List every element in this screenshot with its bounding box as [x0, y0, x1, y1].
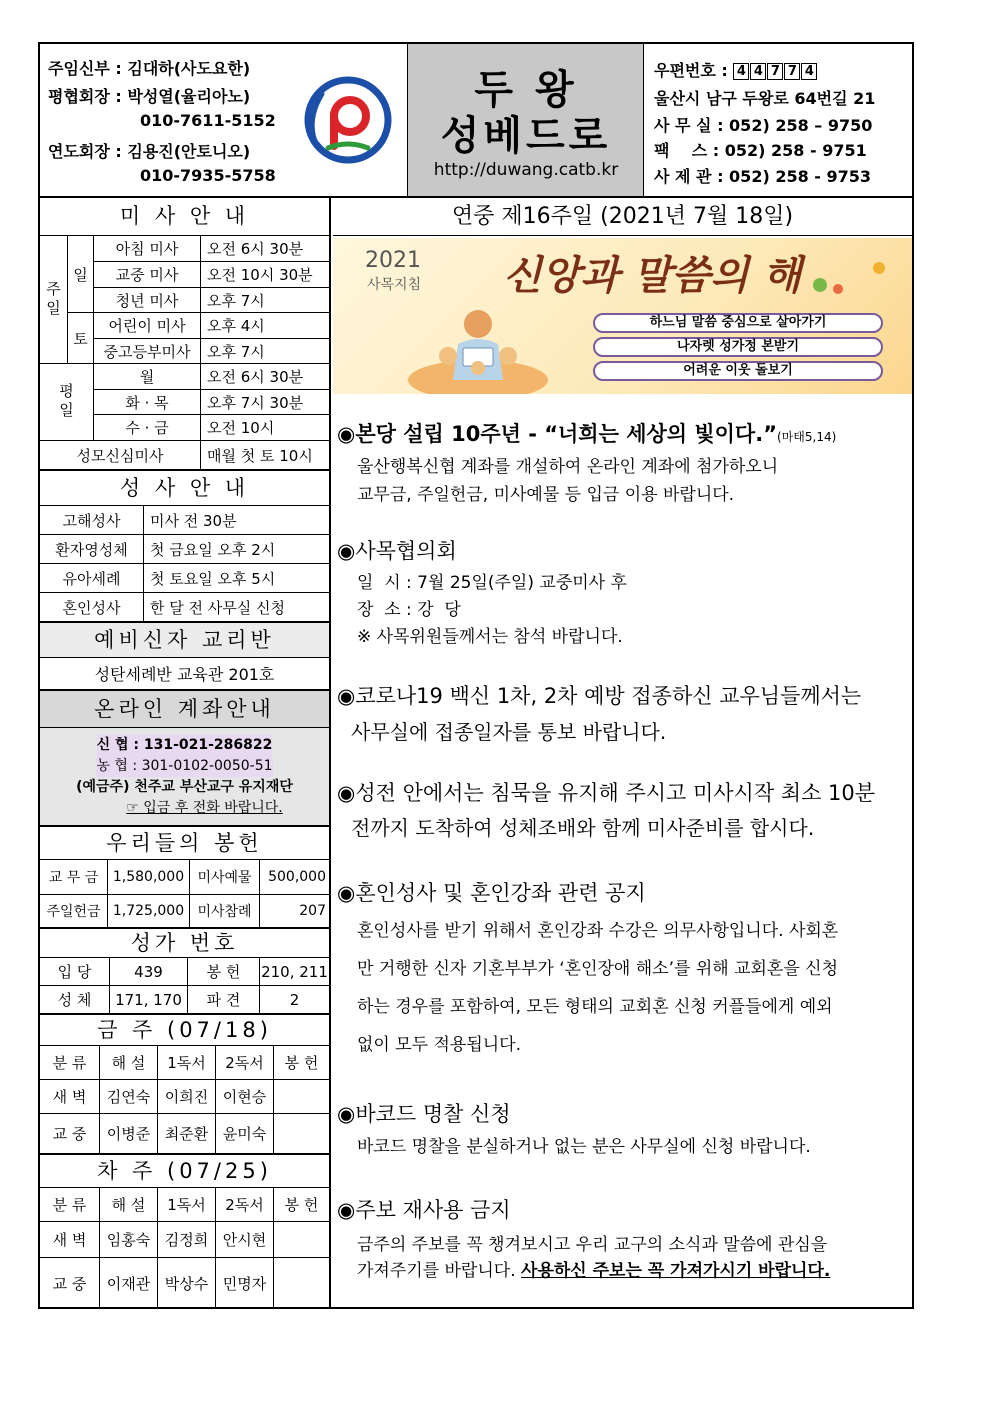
announcement-marriage-text: 혼인성사를 받기 위해서 혼인강좌 수강은 의무사항입니다. 사회혼 — [357, 921, 839, 941]
mass-time: 오후 4시 — [201, 313, 329, 339]
hymn-label: 봉 헌 — [188, 958, 260, 986]
banner-year: 2021 — [365, 248, 421, 273]
saturday-label: 토 — [68, 313, 94, 364]
sunday-group-label: 주일 — [40, 236, 68, 364]
duty-cell — [274, 1114, 329, 1154]
address-line: 울산시 남구 두왕로 64번길 21 — [654, 89, 876, 108]
announcement-council-title: ◉사목협의회 — [337, 539, 457, 563]
mass-name: 어린이 미사 — [94, 313, 201, 339]
sacrament-value: 미사 전 30분 — [144, 506, 329, 535]
mass-time: 오전 6시 30분 — [201, 364, 329, 390]
duty-header: 해 설 — [100, 1188, 158, 1222]
hymn-value: 2 — [260, 986, 329, 1014]
parish-title-line1: 두 왕 — [474, 67, 578, 113]
announcement-marriage-title: ◉혼인성사 및 혼인강좌 관련 공지 — [337, 881, 646, 905]
sunday-label: 일 — [68, 236, 94, 313]
duty-cell: 임홍숙 — [100, 1222, 158, 1258]
special-mass-time: 매월 첫 토 10시 — [201, 441, 329, 470]
announcement-marriage-text: 없이 모두 적용됩니다. — [357, 1035, 522, 1055]
sacrament-value: 한 달 전 사무실 신청 — [144, 593, 329, 622]
zip-digit: 4 — [750, 63, 766, 80]
duty-header: 분 류 — [40, 1046, 100, 1080]
hymn-title: 성가 번호 — [40, 928, 329, 958]
council-president-phone: 010-7611-5152 — [140, 111, 276, 130]
zip-digit: 7 — [767, 63, 783, 80]
prayer-president-phone: 010-7935-5758 — [140, 166, 276, 185]
sacrament-name: 혼인성사 — [40, 593, 144, 622]
announcement-barcode-title: ◉바코드 명찰 신청 — [337, 1102, 511, 1126]
sacrament-name: 유아세례 — [40, 564, 144, 593]
sacrament-title: 성 사 안 내 — [40, 470, 329, 506]
announcement-anniversary-title: ◉본당 설립 10주년 - “너희는 세상의 빛이다.”(마태5,14) — [337, 422, 837, 446]
sacrament-name: 환자영성체 — [40, 535, 144, 564]
duty-cell — [274, 1222, 329, 1258]
duty-cell: 교 중 — [40, 1258, 100, 1309]
holy-family-illustration-icon — [403, 300, 553, 394]
mass-name: 교중 미사 — [94, 262, 201, 288]
announcement-anniversary-text: 교무금, 주일헌금, 미사예물 등 입금 이용 바랍니다. — [357, 485, 735, 505]
duty-header: 봉 헌 — [274, 1046, 329, 1080]
announcement-council-place: 장 소 : 강 당 — [357, 600, 461, 620]
fax-number: 팩 스 : 052) 258 - 9751 — [654, 141, 867, 160]
parish-url-link[interactable]: http://duwang.catb.kr — [433, 160, 619, 180]
office-phone: 사 무 실 : 052) 258 – 9750 — [654, 116, 873, 135]
sacrament-name: 고해성사 — [40, 506, 144, 535]
duty-header: 해 설 — [100, 1046, 158, 1080]
mass-name: 화 · 목 — [94, 390, 201, 415]
duty-cell: 박상수 — [158, 1258, 216, 1309]
pastoral-guideline-banner — [333, 238, 912, 394]
zip-line — [654, 58, 818, 81]
duty-header: 봉 헌 — [274, 1188, 329, 1222]
catechumen-title: 예비신자 교리반 — [40, 622, 329, 658]
duty-header: 1독서 — [158, 1188, 216, 1222]
banner-slogan: 신앙과 말씀의 해 — [503, 252, 802, 299]
hymn-label: 파 견 — [188, 986, 260, 1014]
duty-cell: 새 벽 — [40, 1222, 100, 1258]
zip-digit: 4 — [801, 63, 817, 80]
duty-cell: 이희진 — [158, 1080, 216, 1114]
announcement-marriage-text: 만 거행한 신자 기혼부부가 ‘혼인장애 해소’를 위해 교회혼을 신청 — [357, 959, 839, 979]
offering-label: 미사참례 — [190, 895, 260, 928]
bulletin-header — [40, 44, 912, 198]
hymn-value: 439 — [110, 958, 188, 986]
offering-value: 1,580,000 — [108, 860, 190, 895]
nonghyup-account: 농 협 : 301-0102-0050-51 — [96, 756, 272, 777]
banner-item: 하느님 말씀 중심으로 살아가기 — [593, 313, 883, 333]
duty-cell: 안시현 — [216, 1222, 274, 1258]
offering-label: 교 무 금 — [40, 860, 108, 895]
duty-cell: 김정희 — [158, 1222, 216, 1258]
duty-cell: 최준환 — [158, 1114, 216, 1154]
account-box — [40, 728, 329, 826]
duty-cell: 윤미숙 — [216, 1114, 274, 1154]
duty-cell: 이재관 — [100, 1258, 158, 1309]
account-note: ☞ 입금 후 전화 바랍니다. — [126, 799, 283, 816]
mass-name: 중고등부미사 — [94, 339, 201, 364]
mass-time: 오전 6시 30분 — [201, 236, 329, 262]
catechumen-value: 성탄세례반 교육관 201호 — [40, 658, 329, 690]
duty-cell: 이현승 — [216, 1080, 274, 1114]
special-mass-name: 성모신심미사 — [40, 441, 201, 470]
mass-time: 오전 10시 30분 — [201, 262, 329, 288]
weekday-group-label: 평일 — [40, 364, 94, 441]
announcement-vaccine-text: ◉코로나19 백신 1차, 2차 예방 접종하신 교우님들께서는 — [337, 684, 862, 708]
hymn-value: 210, 211 — [260, 958, 329, 986]
offering-value: 500,000 — [260, 860, 329, 895]
this-week-title: 금 주 (07/18) — [40, 1014, 329, 1046]
banner-item: 어려운 이웃 돌보기 — [593, 361, 883, 381]
duty-cell: 새 벽 — [40, 1080, 100, 1114]
account-holder: (예금주) 천주교 부산교구 유지재단 — [76, 778, 293, 795]
duty-header: 분 류 — [40, 1188, 100, 1222]
announcement-silence-text: 전까지 도착하여 성체조배와 함께 미사준비를 합시다. — [351, 816, 815, 840]
sacrament-value: 첫 토요일 오후 5시 — [144, 564, 329, 593]
parish-title-block — [408, 44, 644, 196]
announcement-council-note: ※ 사목위원들께서는 참석 바랍니다. — [357, 627, 623, 647]
mass-time: 오후 7시 — [201, 339, 329, 364]
offering-value: 207 — [260, 895, 329, 928]
mass-name: 아침 미사 — [94, 236, 201, 262]
duty-cell — [274, 1080, 329, 1114]
announcement-bulletin-text: 가져주기를 바랍니다. 사용하신 주보는 꼭 가져가시기 바랍니다. — [357, 1261, 831, 1281]
duty-cell: 김연숙 — [100, 1080, 158, 1114]
rectory-phone: 사 제 관 : 052) 258 - 9753 — [654, 167, 872, 186]
announcement-marriage-text: 하는 경우를 포함하여, 모든 형태의 교회혼 신청 커플들에게 예외 — [357, 997, 833, 1017]
mass-time: 오후 7시 — [201, 288, 329, 313]
mass-time: 오전 10시 — [201, 415, 329, 441]
mass-time: 오후 7시 30분 — [201, 390, 329, 415]
offering-label: 주일헌금 — [40, 895, 108, 928]
mass-name: 월 — [94, 364, 201, 390]
liturgical-date-title: 연중 제16주일 (2021년 7월 18일) — [333, 198, 912, 236]
duty-cell: 이병준 — [100, 1114, 158, 1154]
council-president-line: 평협회장 : 박성열(율리아노) — [48, 87, 251, 106]
mass-title: 미 사 안 내 — [40, 198, 329, 236]
hymn-label: 입 당 — [40, 958, 110, 986]
right-column — [333, 198, 912, 1309]
duty-cell: 교 중 — [40, 1114, 100, 1154]
left-column — [40, 198, 331, 1309]
announcement-bulletin-text: 금주의 주보를 꼭 챙겨보시고 우리 교구의 소식과 말씀에 관심을 — [357, 1235, 828, 1255]
hymn-label: 성 체 — [40, 986, 110, 1014]
parish-title-line2: 성베드로 — [440, 113, 612, 159]
announcement-silence-text: ◉성전 안에서는 침묵을 유지해 주시고 미사시작 최소 10분 — [337, 781, 876, 805]
banner-sub: 사목지침 — [367, 277, 422, 293]
prayer-president-line: 연도회장 : 김용진(안토니오) — [48, 142, 251, 161]
account-title: 온라인 계좌안내 — [40, 690, 329, 728]
zip-digit: 7 — [784, 63, 800, 80]
offering-title: 우리들의 봉헌 — [40, 826, 329, 860]
offering-value: 1,725,000 — [108, 895, 190, 928]
duty-header: 1독서 — [158, 1046, 216, 1080]
hymn-value: 171, 170 — [110, 986, 188, 1014]
offering-label: 미사예물 — [190, 860, 260, 895]
next-week-title: 차 주 (07/25) — [40, 1154, 329, 1188]
sacrament-value: 첫 금요일 오후 2시 — [144, 535, 329, 564]
bulletin-frame — [38, 42, 914, 1309]
banner-item: 나자렛 성가정 본받기 — [593, 337, 883, 357]
announcement-barcode-text: 바코드 명찰을 분실하거나 없는 분은 사무실에 신청 바랍니다. — [357, 1137, 811, 1157]
parish-logo-icon — [302, 74, 394, 166]
duty-header: 2독서 — [216, 1188, 274, 1222]
zip-label: 우편번호 : — [654, 61, 728, 80]
zip-digit: 4 — [733, 63, 749, 80]
duty-header: 2독서 — [216, 1046, 274, 1080]
pastor-line: 주임신부 : 김대하(사도요한) — [48, 59, 251, 78]
announcement-bulletin-title: ◉주보 재사용 금지 — [337, 1198, 511, 1222]
mass-name: 수 · 금 — [94, 415, 201, 441]
announcement-vaccine-text: 사무실에 접종일자를 통보 바랍니다. — [351, 720, 667, 744]
duty-cell — [274, 1258, 329, 1309]
contact-info — [644, 44, 912, 196]
staff-info — [40, 44, 408, 196]
bulletin-takeaway-note: 사용하신 주보는 꼭 가져가시기 바랍니다. — [521, 1261, 831, 1281]
announcement-council-date: 일 시 : 7월 25일(주일) 교중미사 후 — [357, 573, 627, 593]
mass-name: 청년 미사 — [94, 288, 201, 313]
duty-cell: 민명자 — [216, 1258, 274, 1309]
shinhyup-account: 신 협 : 131-021-286822 — [97, 735, 273, 756]
announcement-anniversary-text: 울산행복신협 계좌를 개설하여 온라인 계좌에 첨가하오니 — [357, 457, 779, 477]
